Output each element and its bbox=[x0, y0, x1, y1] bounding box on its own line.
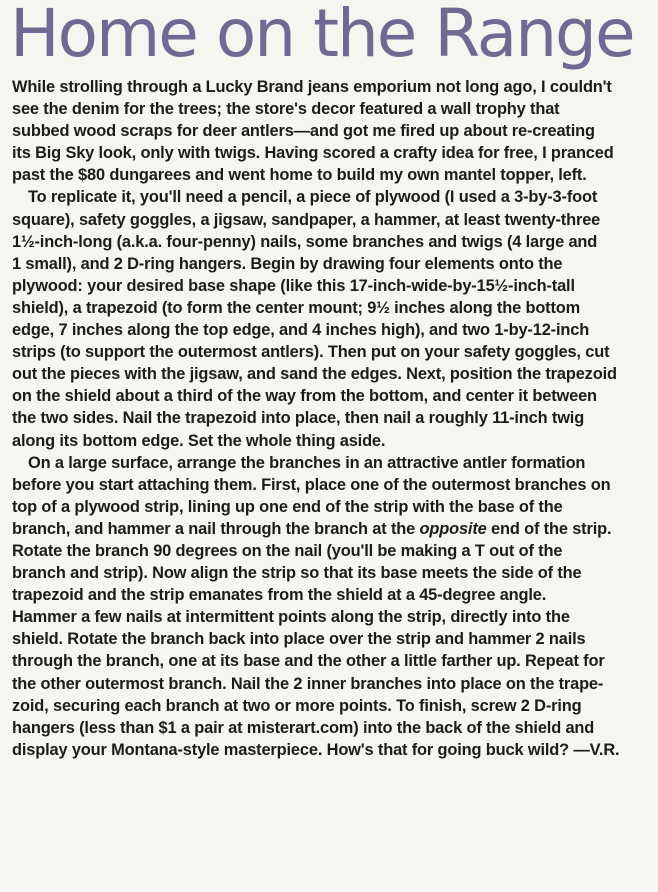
text-line: branch and strip). Now align the strip so that its base meets the side of the bbox=[12, 564, 582, 583]
article-body bbox=[12, 76, 652, 761]
text-line: shield), a trapezoid (to form the center mount; 9½ inches along the bottom bbox=[12, 298, 581, 317]
text-line: along its bottom edge. Set the whole thing aside. bbox=[12, 431, 386, 450]
text-line: the other outermost branch. Nail the 2 inner branches into place on the trape- bbox=[12, 674, 604, 693]
text-line: the two sides. Nail the trapezoid into place, then nail a roughly 11-inch twig bbox=[12, 409, 585, 428]
text-segment: end of the strip. bbox=[486, 519, 612, 538]
text-line: hangers (less than $1 a pair at misterart.com) into the back of the shield and bbox=[12, 718, 595, 737]
text-line: its Big Sky look, only with twigs. Having scored a crafty idea for free, I pranced bbox=[12, 144, 614, 163]
text-line: 1 small), and 2 D-ring hangers. Begin by drawing four elements onto the bbox=[12, 254, 563, 273]
text-line: subbed wood scraps for deer antlers—and got me fired up about re-creating bbox=[12, 122, 595, 141]
paragraph-3 bbox=[12, 452, 652, 761]
emphasis-word: opposite bbox=[419, 519, 487, 538]
text-line: out the pieces with the jigsaw, and sand the edges. Next, position the trapezoid bbox=[12, 365, 617, 384]
text-line: trapezoid and the strip emanates from the shield at a 45-degree angle. bbox=[12, 586, 547, 605]
text-line: plywood: your desired base shape (like this 17-inch-wide-by-15½-inch-tall bbox=[12, 276, 575, 295]
text-line: through the branch, one at its base and the other a little farther up. Repeat for bbox=[12, 652, 605, 671]
text-line: On a large surface, arrange the branches in an attractive antler formation bbox=[28, 453, 586, 472]
text-line: display your Montana-style masterpiece. How's that for going buck wild? —V.R. bbox=[12, 740, 620, 759]
text-line: on the shield about a third of the way from the bottom, and center it between bbox=[12, 387, 597, 406]
text-line: To replicate it, you'll need a pencil, a piece of plywood (I used a 3-by-3-foot bbox=[28, 188, 598, 207]
text-line: 1½-inch-long (a.k.a. four-penny) nails, some branches and twigs (4 large and bbox=[12, 232, 598, 251]
text-line: past the $80 dungarees and went home to build my own mantel topper, left. bbox=[12, 166, 587, 185]
text-line: edge, 7 inches along the top edge, and 4 inches high), and two 1-by-12-inch bbox=[12, 321, 590, 340]
text-segment: branch, and hammer a nail through the branch at the bbox=[12, 519, 420, 538]
text-line: top of a plywood strip, lining up one end of the strip with the base of the bbox=[12, 497, 563, 516]
text-line: Rotate the branch 90 degrees on the nail (you'll be making a T out of the bbox=[12, 541, 563, 560]
paragraph-1 bbox=[12, 76, 652, 186]
text-line: before you start attaching them. First, place one of the outermost branches on bbox=[12, 475, 611, 494]
text-line: square), safety goggles, a jigsaw, sandpaper, a hammer, at least twenty-three bbox=[12, 210, 601, 229]
article-title: Home on the Range bbox=[10, 0, 634, 72]
text-line: While strolling through a Lucky Brand jeans emporium not long ago, I couldn't bbox=[12, 78, 612, 96]
paragraph-2 bbox=[12, 186, 652, 451]
text-line: strips (to support the outermost antlers). Then put on your safety goggles, cut bbox=[12, 343, 610, 362]
text-line: zoid, securing each branch at two or more points. To finish, screw 2 D-ring bbox=[12, 696, 582, 715]
text-line: see the denim for the trees; the store's decor featured a wall trophy that bbox=[12, 100, 560, 119]
text-line: Hammer a few nails at intermittent points along the strip, directly into the bbox=[12, 608, 570, 627]
text-line-with-emphasis bbox=[12, 518, 652, 540]
text-line: shield. Rotate the branch back into place over the strip and hammer 2 nails bbox=[12, 630, 586, 649]
